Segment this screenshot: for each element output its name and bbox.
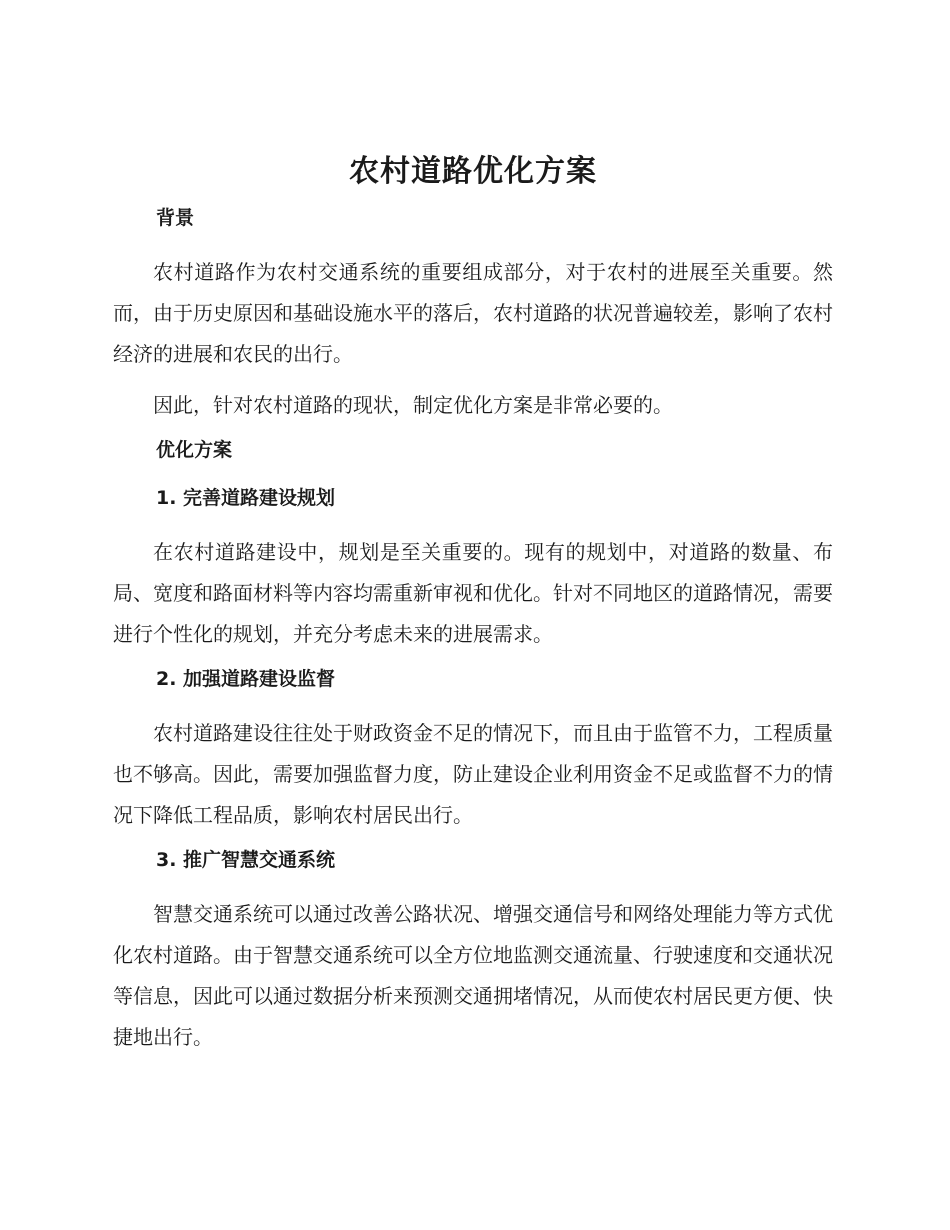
document-page: [113, 150, 833, 1068]
document-title: 农村道路优化方案: [349, 154, 597, 189]
paragraph-supervision: 农村道路建设往往处于财政资金不足的情况下，而且由于监管不力，工程质量也不够高。因此，需要加强监督力度，防止建设企业利用资金不足或监督不力的情况下降低工程品质，影响农村居民出行。: [113, 721, 833, 827]
subheading-planning: 1. 完善道路建设规划: [156, 487, 336, 509]
section-heading-background: 背景: [156, 207, 195, 229]
subheading-supervision: 2. 加强道路建设监督: [156, 668, 336, 690]
paragraph-background-1: 农村道路作为农村交通系统的重要组成部分，对于农村的进展至关重要。然而，由于历史原因和基础设施水平的落后，农村道路的状况普遍较差，影响了农村经济的进展和农民的出行。: [113, 260, 833, 366]
paragraph-background-2: 因此，针对农村道路的现状，制定优化方案是非常必要的。: [153, 393, 673, 417]
paragraph-smart-traffic: 智慧交通系统可以通过改善公路状况、增强交通信号和网络处理能力等方式优化农村道路。由于智慧交通系统可以全方位地监测交通流量、行驶速度和交通状况等信息，因此可以通过数据分析来预测交通拥堵情况，从而使农村居民更方便、快捷地出行。: [113, 902, 833, 1049]
section-heading-plan: 优化方案: [156, 439, 233, 461]
subheading-smart-traffic: 3. 推广智慧交通系统: [156, 849, 336, 871]
paragraph-planning: 在农村道路建设中，规划是至关重要的。现有的规划中，对道路的数量、布局、宽度和路面材料等内容均需重新审视和优化。针对不同地区的道路情况，需要进行个性化的规划，并充分考虑未来的进展需求。: [113, 540, 833, 646]
